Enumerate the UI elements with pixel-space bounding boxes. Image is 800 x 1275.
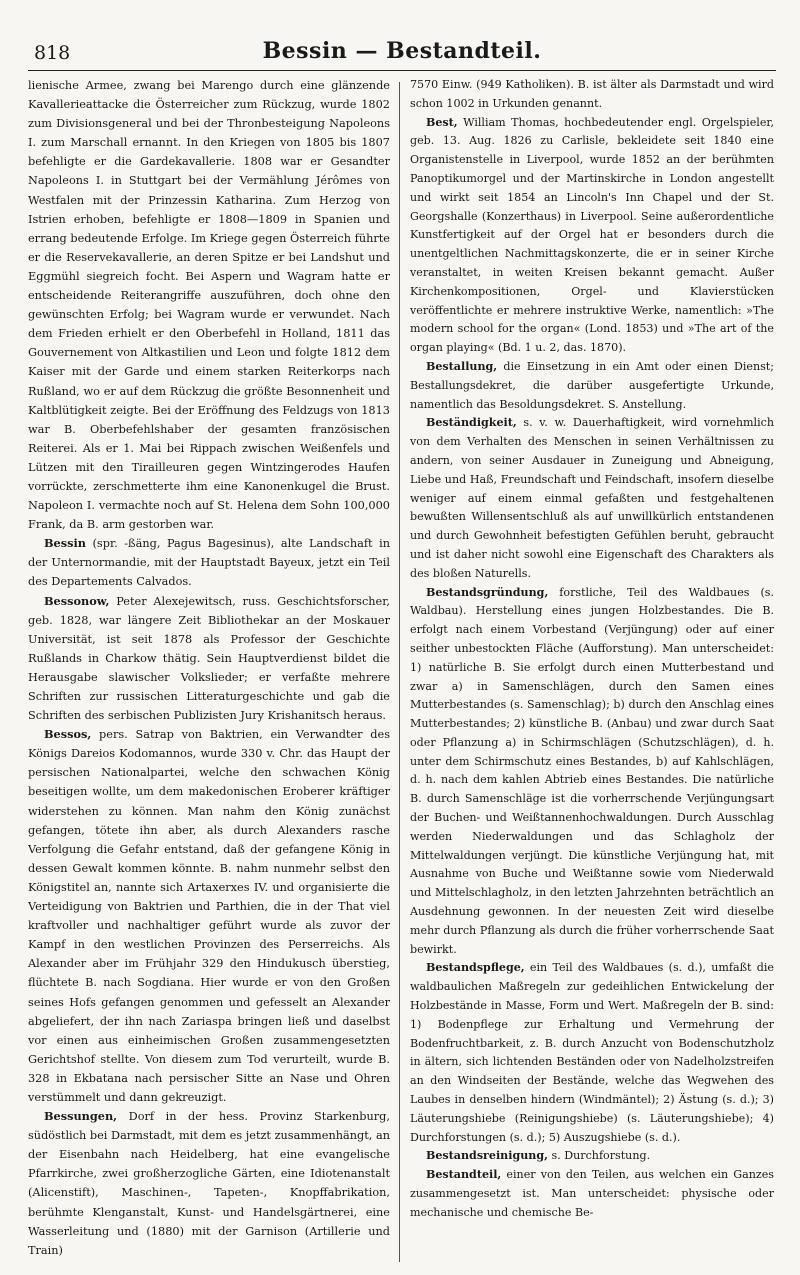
entry-paragraph [410, 1147, 774, 1166]
entry-paragraph [410, 76, 774, 114]
entry-headword: Bessos, [44, 727, 92, 742]
entry-text: William Thomas, hochbedeutender engl. Orgelspieler, geb. 13. Aug. 1826 zu Carlisle, bekleidete seit 1840 eine Organistenstelle in Liverpool, wurde 1852 an der berühmten Panoptikumorgel und der Martinskirche in London angestellt und wirkt seit 1854 an Lincoln's Inn Chapel und der St. Georgshalle (Konzerthaus) in Liverpool. Seine außerordentliche Kunstfertigkeit auf der Orgel hat er besonders durch die unentgeltlichen Nachmittagskonzerte, die er in seiner Kirche veranstaltet, in weiten Kreisen bekannt gemacht. Außer Kirchenkompositionen, Orgel- und Klavierstücken veröffentlichte er mehrere instruktive Werke, namentlich: »The modern school for the organ« (Lond. 1853) und »The art of the organ playing« (Bd. 1 u. 2, das. 1870). [410, 115, 774, 355]
entry-text: Dorf in der hess. Provinz Starkenburg, südöstlich bei Darmstadt, mit dem es jetzt zusammenhängt, an der Eisenbahn nach Heidelberg, hat eine evangelische Pfarrkirche, zwei großherzogliche Gärten, eine Idiotenanstalt (Alicenstift), Maschinen-, Tapeten-, Knopffabrikation, berühmte Klenganstalt, Kunst- und Handelsgärtnerei, eine Wasserleitung und (1880) mit der Garnison (Artillerie und Train) [28, 1110, 390, 1257]
entry-paragraph [28, 534, 390, 591]
entry-text: 7570 Einw. (949 Katholiken). B. ist älter als Darmstadt und wird schon 1002 in Urkunden genannt. [410, 78, 774, 110]
entry-headword: Bestallung, [426, 359, 498, 373]
entry-text: pers. Satrap von Baktrien, ein Verwandter des Königs Dareios Kodomannos, wurde 330 v. Chr. das Haupt der persischen Nationalpartei, welche den schwachen König beseitigen wollte, um dem makedonischen Eroberer kräftiger widerstehen zu können. Man nahm den König zunächst gefangen, tötete ihn aber, als durch Alexanders rasche Verfolgung die Gefahr entstand, daß der gefangene König in dessen Gewalt kommen könnte. B. nahm nunmehr selbst den Königstitel an, nannte sich Artaxerxes IV. und organisierte die Verteidigung von Baktrien und Parthien, die in der That viel kraftvoller und nachhaltiger geführt wurde als zuvor der Kampf in den westlichen Provinzen des Perserreichs. Als Alexander aber im Frühjahr 329 den Hindukusch überstieg, flüchtete B. nach Sogdiana. Hier wurde er von den Großen seines Hofs gefangen genommen und gefesselt an Alexander abgeliefert, der ihn nach Zariaspa bringen ließ und daselbst vor einen aus einheimischen Großen zusammengesetzten Gerichtshof stellte. Von diesem zum Tod verurteilt, wurde B. 328 in Ekbatana nach persischer Sitte an Nase und Ohren verstümmelt und dann gekreuzigt. [28, 728, 390, 1104]
entry-text: lienische Armee, zwang bei Marengo durch eine glänzende Kavallerieattacke die Österreicher zum Rückzug, wurde 1802 zum Divisionsgeneral und bei der Thronbesteigung Napoleons I. zum Marschall ernannt. In den Kriegen von 1805 bis 1807 befehligte er die Gardekavallerie. 1808 war er Gesandter Napoleons I. in Stuttgart bei der Vermählung Jérômes von Westfalen mit der Prinzessin Katharina. Zum Herzog von Istrien erhoben, befehligte er 1808—1809 in Spanien und errang bedeutende Erfolge. Im Kriege gegen Österreich führte er die Reservekavallerie, an deren Spitze er bei Landshut und Eggmühl siegreich focht. Bei Aspern und Wagram hatte er entscheidende Reiterangriffe auszuführen, doch ohne den gewünschten Erfolg; bei Wagram wurde er verwundet. Nach dem Frieden erhielt er den Oberbefehl in Holland, 1811 das Gouvernement von Altkastilien und Leon und folgte 1812 dem Kaiser mit der Garde und einem starken Reiterkorps nach Rußland, wo er auf dem Rückzug die größte Besonnenheit und Kaltblütigkeit zeigte. Bei der Eröffnung des Feldzugs von 1813 war B. Oberbefehlshaber der gesamten französischen Reiterei. Als er 1. Mai bei Rippach zwischen Weißenfels und Lützen mit den Tirailleuren gegen Wintzingerodes Haufen vorrückte, zerschmetterte ihm eine Kanonenkugel die Brust. Napoleon I. vermachte noch auf St. Helena dem Sohn 100,000 Frank, da B. arm gestorben war. [28, 79, 390, 532]
entry-paragraph [410, 414, 774, 583]
entry-paragraph [410, 1166, 774, 1222]
entry-paragraph [28, 1107, 390, 1260]
entry-headword: Bestandsreinigung, [426, 1149, 548, 1163]
running-title: Bessin — Bestandteil. [262, 38, 542, 64]
entry-text: die Einsetzung in ein Amt oder einen Dienst; Bestallungsdekret, die darüber ausgefertigte Urkunde, namentlich das Besoldungsdekret. S. Anstellung. [410, 359, 774, 411]
entry-paragraph [410, 584, 774, 960]
right-column [410, 76, 774, 1266]
entry-text: s. Durchforstung. [547, 1149, 651, 1163]
entry-headword: Bestandspflege, [426, 961, 525, 975]
entry-headword: Bestandsgründung, [426, 585, 549, 599]
entry-text: (spr. -ßäng, Pagus Bagesinus), alte Landschaft in der Unternormandie, mit der Hauptstadt Bayeux, jetzt ein Teil des Departements Calvados. [28, 537, 390, 589]
entry-text: s. v. w. Dauerhaftigkeit, wird vornehmlich von dem Verhalten des Menschen in seinen Verhältnissen zu andern, von seiner Ausdauer in Zuneigung und Abneigung, Liebe und Haß, Freundschaft und Feindschaft, insofern dieselbe weniger auf einem einmal gefaßten und festgehaltenen bewußten Willensentschluß als auf unwillkürlich entstandenen und durch Gewohnheit befestigten Gefühlen beruht, gebraucht und ist daher nicht sowohl eine Eigenschaft des Charakters als des bloßen Naturells. [410, 416, 774, 580]
entry-headword: Bessonow, [44, 593, 110, 608]
entry-headword: Bestandteil, [426, 1168, 502, 1182]
entry-text: einer von den Teilen, aus welchen ein Ganzes zusammengesetzt ist. Man unterscheidet: physische oder mechanische und chemische Be- [410, 1168, 774, 1219]
entry-text: Peter Alexejewitsch, russ. Geschichtsforscher, geb. 1828, war längere Zeit Bibliothekar an der Moskauer Universität, ist seit 1878 als Professor der Geschichte Rußlands in Charkow thätig. Sein Hauptverdienst bildet die Herausgabe slawischer Volkslieder; er verfaßte mehrere Schriften zur russischen Litteraturgeschichte und gab die Schriften des serbischen Publizisten Jury Krishanitsch heraus. [28, 594, 390, 723]
entry-headword: Best, [426, 115, 458, 129]
entry-paragraph [410, 358, 774, 414]
entry-text: ein Teil des Waldbaues (s. d.), umfaßt die waldbaulichen Maßregeln zur gedeihlichen Entwickelung der Holzbestände in Masse, Form und Wert. Maßregeln der B. sind: 1) Bodenpflege zur Erhaltung und Vermehrung der Bodenfruchtbarkeit, z. B. durch Anzucht von Bodenschutzholz in ältern, sich lichtenden Beständen oder von Nadelholzstreifen an den Windseiten der Bestände, welche das Wegwehen des Laubes in denselben hindern (Windmäntel); 2) Ästung (s. d.); 3) Läuterungshiebe (Reinigungshiebe) (s. Läuterungshiebe); 4) Durchforstungen (s. d.); 5) Auszugshiebe (s. d.). [410, 961, 774, 1144]
column-divider [399, 82, 400, 1262]
entry-paragraph [28, 592, 390, 726]
entry-headword: Beständigkeit, [426, 416, 517, 430]
entry-paragraph [410, 114, 774, 358]
page-number: 818 [34, 42, 71, 64]
entry-paragraph [28, 76, 390, 534]
entry-paragraph [28, 725, 390, 1107]
entry-paragraph [410, 959, 774, 1147]
left-column [28, 76, 390, 1266]
entry-headword: Bessungen, [44, 1109, 118, 1124]
entry-text: forstliche, Teil des Waldbaues (s. Waldbau). Herstellung eines jungen Holzbestandes. Die B. erfolgt nach einem Vorbestand (Verjüngung) oder auf einer seither unbestockten Fläche (Aufforstung). Man unterscheidet: 1) natürliche B. Sie erfolgt durch einen Mutterbestand und zwar a) in Samenschlägen, durch den Samen eines Mutterbestandes (s. Samenschlag); b) durch den Anschlag eines Mutterbestandes; 2) künstliche B. (Anbau) und zwar durch Saat oder Pflanzung a) in Schirmschlägen (Schutzschlägen), d. h. unter dem Schirmschutz eines Bestandes, b) auf Kahlschlägen, d. h. nach dem kahlen Abtrieb eines Bestandes. Die natürliche B. durch Samenschläge ist die vorherrschende Verjüngungsart der Buchen- und Weißtannenhochwaldungen. Durch Ausschlag werden Niederwaldungen und das Schlagholz der Mittelwaldungen verjüngt. Die künstliche Verjüngung hat, mit Ausnahme von Buche und Weißtanne sowie vom Niederwald und Mittelschlagholz, in den letzten Jahrzehnten beträchtlich an Ausdehnung gewonnen. In der neuesten Zeit wird dieselbe mehr durch Pflanzung als durch die früher vorherrschende Saat bewirkt. [410, 585, 774, 956]
page-header [28, 30, 776, 71]
entry-headword: Bessin [44, 536, 86, 551]
